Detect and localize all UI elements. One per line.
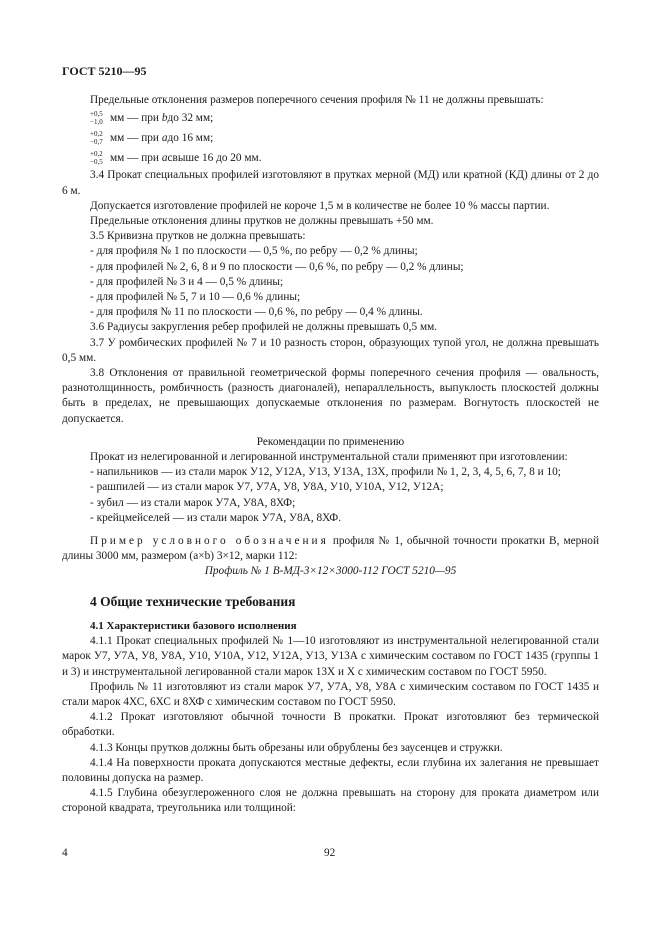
list-item: - для профилей № 3 и 4 — 0,5 % длины;: [90, 275, 284, 288]
deviation-var: a: [161, 151, 168, 164]
list-item: - крейцмейселей — из стали марок У7А, У8А, 8ХФ.: [90, 511, 342, 524]
tolerance-upper: +0,5: [90, 110, 103, 119]
paragraph-4-1-4: 4.1.4 На поверхности проката допускаются местные дефекты, если глубина их залегания не превышает половины допуска на размер.: [62, 756, 599, 784]
tolerance: [90, 110, 106, 126]
paragraph-4-1-2: 4.1.2 Прокат изготовляют обычной точности В прокатки. Прокат изготовляют без термической обработки.: [62, 711, 599, 739]
deviation-text: мм — при: [110, 151, 159, 164]
recommendations-intro: Прокат из нелегированной и легированной инструментальной стали применяют при изготовлении:: [90, 451, 568, 464]
list-item: - для профилей № 2, 6, 8 и 9 по плоскости — 0,6 %, по ребру — 0,2 % длины;: [90, 260, 464, 273]
tolerance-lower: −1,0: [90, 118, 103, 127]
deviation-text: мм — при: [110, 131, 159, 144]
deviation-text: до 32 мм;: [167, 111, 214, 124]
list-item: - рашпилей — из стали марок У7, У7А, У8, У8А, У10, У10А, У12, У12А;: [90, 481, 444, 494]
designation-example: Профиль № 1 В-МД-3×12×3000-112 ГОСТ 5210—95: [204, 565, 457, 578]
paragraph-4-1-1: 4.1.1 Прокат специальных профилей № 1—10 изготовляют из инструментальной нелегированной стали марок У7, У7А, У8, У8А, У10, У10А, У12, У12А, У13, У13А с химическим составом по ГОСТ 1435 (группы 1 и 3) и инструментальной легированной стали марок 13Х и Х с химическим составом по ГОСТ 5950.: [62, 635, 599, 678]
list-item: - для профиля № 1 по плоскости — 0,5 %, по ребру — 0,2 % длины;: [90, 245, 418, 258]
paragraph-4-1-3: 4.1.3 Концы прутков должны быть обрезаны или обрублены без заусенцев и стружки.: [90, 741, 503, 754]
deviation-text: мм — при: [110, 111, 159, 124]
deviation-list: [62, 108, 599, 168]
deviation-var: a: [161, 131, 168, 144]
page-number-left: 4: [62, 847, 68, 859]
list-item: - напильников — из стали марок У12, У12А, У13, У13А, 13Х, профили № 1, 2, 3, 4, 5, 6, 7, 8 и 10;: [90, 466, 561, 479]
deviation-text: свыше 16 до 20 мм.: [167, 151, 262, 164]
paragraph-intro: Предельные отклонения размеров поперечного сечения профиля № 11 не должны превышать:: [90, 94, 544, 107]
tolerance-lower: −0,5: [90, 158, 103, 167]
example-label: Пример условного обозначения: [90, 535, 329, 548]
deviation-row: [62, 108, 599, 128]
deviation-row: [62, 128, 599, 148]
tolerance-lower: −0,7: [90, 138, 103, 147]
tolerance: [90, 150, 106, 166]
paragraph-3-4c: Предельные отклонения длины прутков не должны превышать +50 мм.: [90, 215, 434, 228]
deviation-var: b: [161, 111, 168, 124]
paragraph-3-5: 3.5 Кривизна прутков не должна превышать:: [90, 230, 306, 243]
paragraph-3-7: 3.7 У ромбических профилей № 7 и 10 разность сторон, образующих тупой угол, не должна превышать 0,5 мм.: [62, 336, 599, 364]
paragraph-3-4b: Допускается изготовление профилей не короче 1,5 м в количестве не более 10 % массы партии.: [90, 199, 550, 212]
paragraph-4-1-5: 4.1.5 Глубина обезуглероженного слоя не должна превышать на сторону для проката диаметром или стороной квадрата, треугольника или толщиной:: [62, 787, 599, 815]
example-paragraph: [62, 534, 599, 564]
tolerance-upper: +0,2: [90, 130, 103, 139]
paragraph-3-8: 3.8 Отклонения от правильной геометрической формы поперечного сечения профиля — овальность, разнотолщинность, ромбичность (разность диагоналей), непараллельность, выпуклость плоскостей должны быть в пределах, не превышающих допускаемые отклонения по размерам. Вогнутость плоскостей не допускается.: [62, 367, 599, 425]
section-4-title: 4 Общие технические требования: [90, 593, 296, 609]
recommendations-title: Рекомендации по применению: [256, 435, 405, 448]
document-header: ГОСТ 5210—95: [62, 64, 147, 78]
paragraph-3-4: 3.4 Прокат специальных профилей изготовляют в прутках мерной (МД) или кратной (КД) длины от 2 до 6 м.: [62, 169, 599, 197]
list-item: - для профилей № 5, 7 и 10 — 0,6 % длины;: [90, 291, 301, 304]
section-4-1-title: 4.1 Характеристики базового исполнения: [90, 619, 297, 632]
page-number-center: 92: [324, 847, 336, 859]
paragraph-3-6: 3.6 Радиусы закругления ребер профилей не должны превышать 0,5 мм.: [90, 321, 438, 334]
deviation-text: до 16 мм;: [167, 131, 214, 144]
paragraph-4-1-1b: Профиль № 11 изготовляют из стали марок У7, У7А, У8, У8А с химическим составом по ГОСТ 1435 и стали марок 4ХС, 6ХС и 8ХФ с химическим составом по ГОСТ 5950.: [62, 680, 599, 708]
document-page: [62, 64, 599, 817]
tolerance-upper: +0,2: [90, 150, 103, 159]
list-item: - для профиля № 11 по плоскости — 0,6 %, по ребру — 0,4 % длины.: [90, 306, 423, 319]
example-text: профиля № 1, обычной точности прокатки В, мерной длины 3000 мм, размером (a×b) 3×12, марки 112:: [62, 535, 599, 563]
tolerance: [90, 130, 106, 146]
deviation-row: [62, 148, 599, 168]
list-item: - зубил — из стали марок У7А, У8А, 8ХФ;: [90, 496, 296, 509]
